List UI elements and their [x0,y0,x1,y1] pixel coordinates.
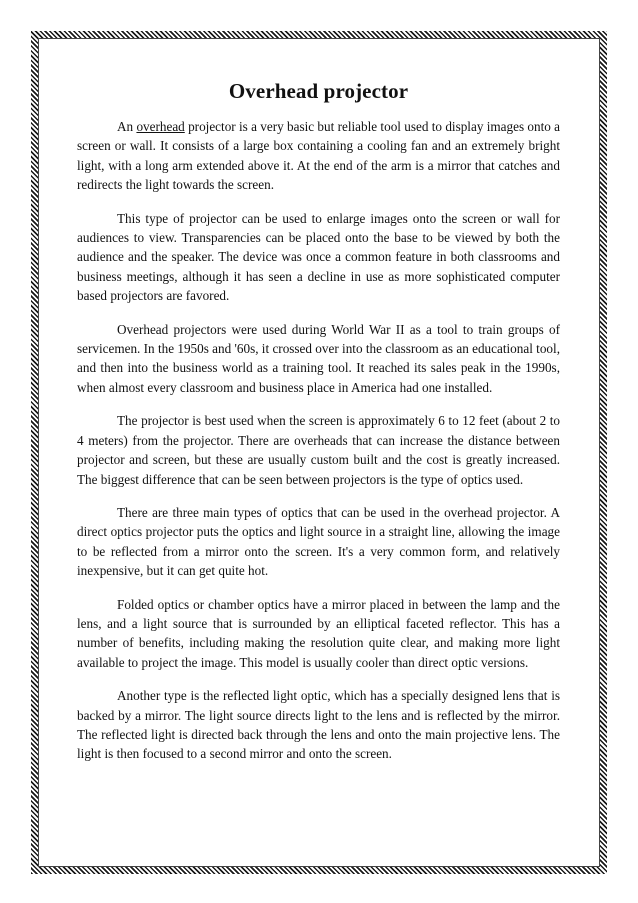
paragraph-1 [77,117,560,195]
underlined-word-overhead: overhead [136,119,185,134]
paragraph-7: Another type is the reflected light optic, which has a specially designed lens that is backed by a mirror. The light source directs light to the lens and is reflected by the mirror. The reflected light is directed back through the lens and onto the main projective lens. The light is then focused to a second mirror and onto the screen. [77,688,560,762]
paragraph-2: This type of projector can be used to enlarge images onto the screen or wall for audiences to view. Transparencies can be placed onto the base to be viewed by both the audience and the speaker. The device was once a common feature in both classrooms and business meetings, although it has seen a decline in use as more sophisticated computer based projectors are favored. [77,210,560,304]
document-title: Overhead projector [228,79,409,103]
paragraph-4: The projector is best used when the screen is approximately 6 to 12 feet (about 2 to 4 meters) from the projector. There are overheads that can increase the distance between projector and screen, but these are usually custom built and the cost is greatly increased. The biggest difference that can be seen between projectors is the type of optics used. [77,413,560,487]
paragraph-1-lead: An [117,119,137,134]
document-body [77,78,560,778]
paragraph-3: Overhead projectors were used during World War II as a tool to train groups of servicemen. In the 1950s and '60s, it crossed over into the classroom as an educational tool, and then into the business world as a training tool. It reached its sales peak in the 1990s, when almost every classroom and business place in America had one installed. [77,321,560,395]
paragraph-6: Folded optics or chamber optics have a mirror placed in between the lamp and the lens, and a light source that is surrounded by an elliptical faceted reflector. This has a number of benefits, including making the resolution quite clear, and making more light available to project the image. This model is usually cooler than direct optic versions. [77,596,560,670]
paragraph-5: There are three main types of optics that can be used in the overhead projector. A direct optics projector puts the optics and light source in a straight line, allowing the image to be reflected from a mirror onto the screen. It's a very common form, and relatively inexpensive, but it can get quite hot. [77,504,560,579]
paragraph-1-text: projector is a very basic but reliable tool used to display images onto a screen or wall. It consists of a large box containing a cooling fan and an extremely bright light, with a long arm extended above it. At the end of the arm is a mirror that catches and redirects the light towards the screen. [77,119,560,193]
